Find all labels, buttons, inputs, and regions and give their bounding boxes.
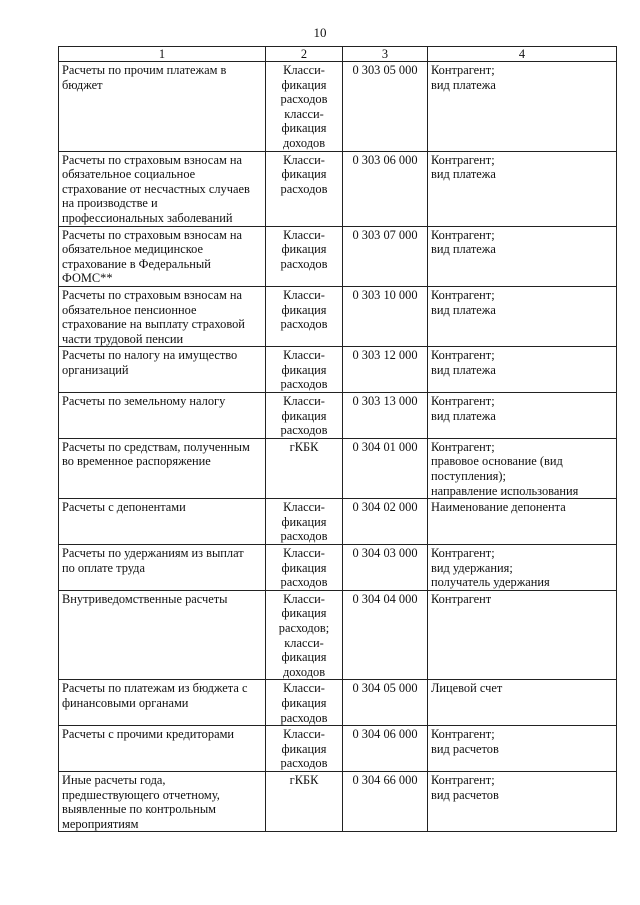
table-row	[59, 62, 617, 152]
analytics-line: вид расчетов	[431, 741, 499, 756]
classification-cell	[266, 347, 343, 393]
classification-line: Класси-	[283, 500, 325, 515]
classification-line: расходов	[280, 317, 328, 332]
analytics-line: правовое основание (вид	[431, 454, 563, 469]
account-code-cell: 0 303 10 000	[343, 286, 428, 346]
account-name-line: предшествующего отчетному,	[62, 787, 220, 802]
account-name-line: Внутриведомственные расчеты	[62, 591, 228, 606]
table-row	[59, 347, 617, 393]
account-name-line: во временное распоряжение	[62, 454, 211, 469]
account-code-cell: 0 304 02 000	[343, 499, 428, 545]
account-name-line: обязательное медицинское	[62, 242, 204, 257]
account-name-cell	[59, 226, 266, 286]
analytics-line: Контрагент;	[431, 227, 495, 242]
account-code-cell: 0 303 12 000	[343, 347, 428, 393]
analytics-line: Контрагент	[431, 591, 492, 606]
classification-line: расходов	[280, 92, 328, 107]
account-name-line: страхование от несчастных случаев	[62, 181, 250, 196]
analytics-cell	[428, 151, 617, 226]
header-col-2: 2	[266, 47, 343, 62]
classification-line: расходов	[280, 181, 328, 196]
classification-line: Класси-	[283, 152, 325, 167]
analytics-cell	[428, 347, 617, 393]
analytics-line: вид расчетов	[431, 787, 499, 802]
account-name-line: по оплате труда	[62, 560, 145, 575]
account-code-cell: 0 303 07 000	[343, 226, 428, 286]
classification-line: расходов	[280, 575, 328, 590]
account-name-line: Расчеты по удержаниям из выплат	[62, 546, 244, 560]
account-name-line: профессиональных заболеваний	[62, 210, 233, 225]
analytics-line: вид платежа	[431, 167, 496, 182]
analytics-cell	[428, 499, 617, 545]
analytics-line: Наименование депонента	[431, 500, 566, 515]
analytics-cell	[428, 771, 617, 831]
account-code-cell: 0 303 05 000	[343, 62, 428, 152]
analytics-line: вид платежа	[431, 408, 496, 423]
classification-line: класси-	[284, 106, 324, 121]
account-name-line: Расчеты с прочими кредиторами	[62, 727, 235, 742]
account-name-line: выявленные по контрольным	[62, 802, 216, 817]
classification-line: доходов	[282, 135, 326, 150]
analytics-line: Лицевой счет	[431, 681, 503, 696]
analytics-line: Контрагент;	[431, 63, 495, 77]
account-name-cell	[59, 771, 266, 831]
analytics-cell	[428, 62, 617, 152]
analytics-line: Контрагент;	[431, 727, 495, 742]
account-name-line: обязательное социальное	[62, 167, 196, 182]
account-code-cell: 0 304 06 000	[343, 726, 428, 772]
analytics-cell	[428, 438, 617, 498]
account-name-line: ФОМС**	[62, 271, 113, 286]
account-name-line: финансовыми органами	[62, 695, 189, 710]
account-name-line: мероприятиям	[62, 816, 139, 831]
analytics-cell	[428, 726, 617, 772]
analytics-line: направление использования	[431, 483, 579, 498]
analytics-line: Контрагент;	[431, 287, 495, 302]
header-col-4: 4	[428, 47, 617, 62]
classification-line: Класси-	[283, 227, 325, 242]
header-col-1: 1	[59, 47, 266, 62]
classification-line: расходов;	[278, 620, 330, 635]
classification-cell	[266, 726, 343, 772]
account-name-line: на производстве и	[62, 196, 158, 211]
classification-line: Класси-	[283, 348, 325, 363]
classification-cell	[266, 62, 343, 152]
analytics-line: Контрагент;	[431, 546, 495, 560]
account-name-line: Расчеты по страховым взносам на	[62, 227, 243, 242]
classification-line: фикация	[281, 606, 327, 621]
analytics-line: вид платежа	[431, 362, 496, 377]
classification-line: фикация	[281, 695, 327, 710]
classification-line: фикация	[281, 560, 327, 575]
classification-line: расходов	[280, 423, 328, 438]
account-code-cell: 0 304 66 000	[343, 771, 428, 831]
analytics-line: вид удержания;	[431, 560, 513, 575]
account-name-line: Расчеты по налогу на имущество	[62, 348, 238, 363]
classification-line: Класси-	[283, 287, 325, 302]
account-name-line: бюджет	[62, 77, 103, 92]
classification-line: Класси-	[283, 546, 325, 560]
classification-line: Класси-	[283, 681, 325, 696]
classification-line: Класси-	[283, 63, 325, 77]
classification-cell	[266, 226, 343, 286]
classification-cell	[266, 590, 343, 680]
account-name-line: Расчеты по прочим платежам в	[62, 63, 227, 77]
analytics-line: поступления);	[431, 469, 506, 484]
table-row	[59, 545, 617, 591]
account-code-cell: 0 304 01 000	[343, 438, 428, 498]
table-row	[59, 680, 617, 726]
header-row	[59, 47, 617, 62]
account-name-cell	[59, 545, 266, 591]
header-col-3: 3	[343, 47, 428, 62]
classification-line: фикация	[281, 741, 327, 756]
account-name-cell	[59, 726, 266, 772]
analytics-line: Контрагент;	[431, 152, 495, 167]
classification-line: фикация	[281, 302, 327, 317]
analytics-line: вид платежа	[431, 77, 496, 92]
account-name-cell	[59, 499, 266, 545]
classification-cell	[266, 438, 343, 498]
account-name-cell	[59, 680, 266, 726]
analytics-cell	[428, 545, 617, 591]
analytics-line: Контрагент;	[431, 439, 495, 454]
account-name-line: Расчеты по средствам, полученным	[62, 439, 250, 454]
classification-line: гКБК	[289, 439, 319, 454]
analytics-line: вид платежа	[431, 302, 496, 317]
classification-cell	[266, 286, 343, 346]
classification-line: Класси-	[283, 727, 325, 742]
classification-line: класси-	[284, 635, 324, 650]
account-name-line: Расчеты по страховым взносам на	[62, 152, 243, 167]
table-row	[59, 226, 617, 286]
account-name-cell	[59, 286, 266, 346]
classification-cell	[266, 151, 343, 226]
account-name-cell	[59, 393, 266, 439]
classification-cell	[266, 545, 343, 591]
account-name-cell	[59, 590, 266, 680]
classification-cell	[266, 680, 343, 726]
classification-line: фикация	[281, 650, 327, 665]
classification-line: расходов	[280, 377, 328, 392]
analytics-cell	[428, 226, 617, 286]
classification-cell	[266, 771, 343, 831]
table-row	[59, 286, 617, 346]
table-row	[59, 499, 617, 545]
analytics-line: получатель удержания	[431, 575, 550, 590]
table-row	[59, 393, 617, 439]
accounts-table	[58, 46, 617, 832]
classification-line: доходов	[282, 664, 326, 679]
account-name-cell	[59, 347, 266, 393]
analytics-line: вид платежа	[431, 242, 496, 257]
classification-line: фикация	[281, 167, 327, 182]
account-name-line: Расчеты по платежам из бюджета с	[62, 681, 248, 696]
classification-line: фикация	[281, 242, 327, 257]
classification-line: Класси-	[283, 591, 325, 606]
account-code-cell: 0 303 13 000	[343, 393, 428, 439]
analytics-cell	[428, 393, 617, 439]
account-name-cell	[59, 151, 266, 226]
account-code-cell: 0 303 06 000	[343, 151, 428, 226]
account-name-line: части трудовой пенсии	[62, 331, 184, 346]
account-name-line: страхование в Федеральный	[62, 256, 211, 271]
table-row	[59, 151, 617, 226]
table-row	[59, 438, 617, 498]
analytics-line: Контрагент;	[431, 772, 495, 787]
account-name-line: Иные расчеты года,	[62, 772, 166, 787]
classification-line: расходов	[280, 529, 328, 544]
account-name-cell	[59, 62, 266, 152]
classification-line: Класси-	[283, 394, 325, 409]
analytics-cell	[428, 680, 617, 726]
account-code-cell: 0 304 05 000	[343, 680, 428, 726]
classification-line: расходов	[280, 756, 328, 771]
analytics-cell	[428, 286, 617, 346]
account-name-cell	[59, 438, 266, 498]
account-code-cell: 0 304 03 000	[343, 545, 428, 591]
classification-line: расходов	[280, 256, 328, 271]
analytics-line: Контрагент;	[431, 348, 495, 363]
account-name-line: организаций	[62, 362, 129, 377]
analytics-line: Контрагент;	[431, 394, 495, 409]
classification-line: фикация	[281, 121, 327, 136]
table-row	[59, 590, 617, 680]
account-name-line: Расчеты с депонентами	[62, 500, 186, 515]
table-row	[59, 726, 617, 772]
account-name-line: Расчеты по земельному налогу	[62, 394, 226, 409]
classification-line: фикация	[281, 362, 327, 377]
classification-line: фикация	[281, 408, 327, 423]
account-name-line: Расчеты по страховым взносам на	[62, 287, 243, 302]
classification-cell	[266, 393, 343, 439]
analytics-cell	[428, 590, 617, 680]
account-code-cell: 0 304 04 000	[343, 590, 428, 680]
classification-line: расходов	[280, 710, 328, 725]
classification-line: фикация	[281, 77, 327, 92]
classification-line: фикация	[281, 514, 327, 529]
account-name-line: страхование на выплату страховой	[62, 317, 245, 332]
classification-line: гКБК	[289, 772, 319, 787]
account-name-line: обязательное пенсионное	[62, 302, 197, 317]
classification-cell	[266, 499, 343, 545]
page-number: 10	[313, 25, 327, 40]
table-row	[59, 771, 617, 831]
